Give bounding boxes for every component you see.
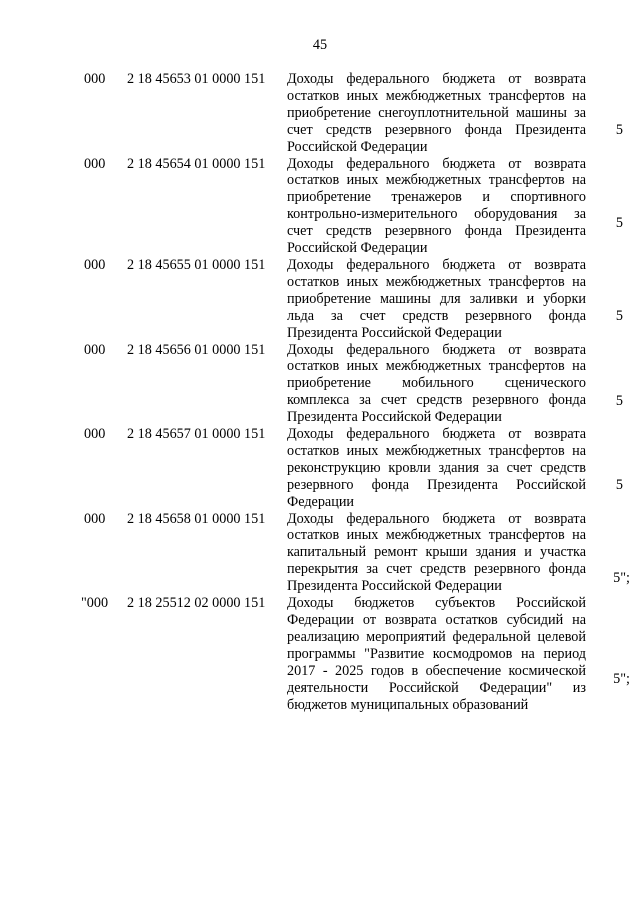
revenue-code: 2 18 45653 01 0000 151 (127, 71, 266, 87)
table-row (0, 426, 640, 511)
amount-value: 5 (615, 392, 623, 409)
revenue-name: Доходы федерального бюджета от возврата остатков иных межбюджетных трансфертов на капитальный ремонт крыши здания и участка перекрытия за счет средств резервного фонда Президента Российской Федерации (287, 510, 586, 595)
revenue-code: 2 18 45657 01 0000 151 (127, 426, 266, 443)
revenue-name: Доходы федерального бюджета от возврата остатков иных межбюджетных трансфертов на приобретение тренажеров и спортивного контрольно-измерительного оборудования за счет средств резервного фонда Президента Российской Федерации (287, 155, 586, 257)
amount-value: 5 (615, 122, 623, 138)
table-row (0, 342, 640, 427)
admin-code: 000 (84, 426, 106, 443)
table-row (0, 156, 640, 257)
amount-value: 5"; (613, 569, 630, 586)
revenue-name: Доходы бюджетов субъектов Российской Федерации от возврата остатков субсидий на реализацию мероприятий федеральной целевой программы "Развитие космодромов на период 2017 - 2025 годов в обеспечение космической деятельности Российской Федерации" из бюджетов муниципальных образований (287, 595, 586, 713)
revenue-code: 2 18 45658 01 0000 151 (127, 510, 266, 527)
admin-code: 000 (84, 341, 106, 358)
revenue-classification-table (0, 71, 640, 713)
admin-code: 000 (84, 155, 106, 172)
table-row (0, 71, 640, 156)
admin-code: 000 (84, 256, 106, 273)
revenue-code: 2 18 45654 01 0000 151 (127, 155, 266, 172)
table-row (0, 595, 640, 713)
revenue-code: 2 18 25512 02 0000 151 (127, 595, 266, 612)
admin-code: "000 (81, 595, 109, 612)
table-row (0, 257, 640, 342)
admin-code: 000 (84, 71, 106, 87)
amount-value: 5 (615, 477, 623, 494)
revenue-name: Доходы федерального бюджета от возврата остатков иных межбюджетных трансфертов на приобретение снегоуплотнительной машины за счет средств резервного фонда Президента Российской Федерации (287, 71, 586, 155)
table-row (0, 511, 640, 596)
amount-value: 5"; (613, 671, 630, 688)
revenue-name: Доходы федерального бюджета от возврата остатков иных межбюджетных трансфертов на приобретение машины для заливки и уборки льда за счет средств резервного фонда Президента Российской Федерации (287, 256, 586, 341)
revenue-code: 2 18 45655 01 0000 151 (127, 256, 266, 273)
amount-value: 5 (615, 214, 623, 231)
amount-value: 5 (615, 307, 623, 324)
admin-code: 000 (84, 510, 106, 527)
revenue-name: Доходы федерального бюджета от возврата остатков иных межбюджетных трансфертов на приобретение мобильного сценического комплекса за счет средств резервного фонда Президента Российской Федерации (287, 341, 586, 426)
revenue-name: Доходы федерального бюджета от возврата остатков иных межбюджетных трансфертов на реконструкцию кровли здания за счет средств резервного фонда Президента Российской Федерации (287, 426, 586, 510)
revenue-code: 2 18 45656 01 0000 151 (127, 341, 266, 358)
page-number: 45 (312, 37, 328, 53)
